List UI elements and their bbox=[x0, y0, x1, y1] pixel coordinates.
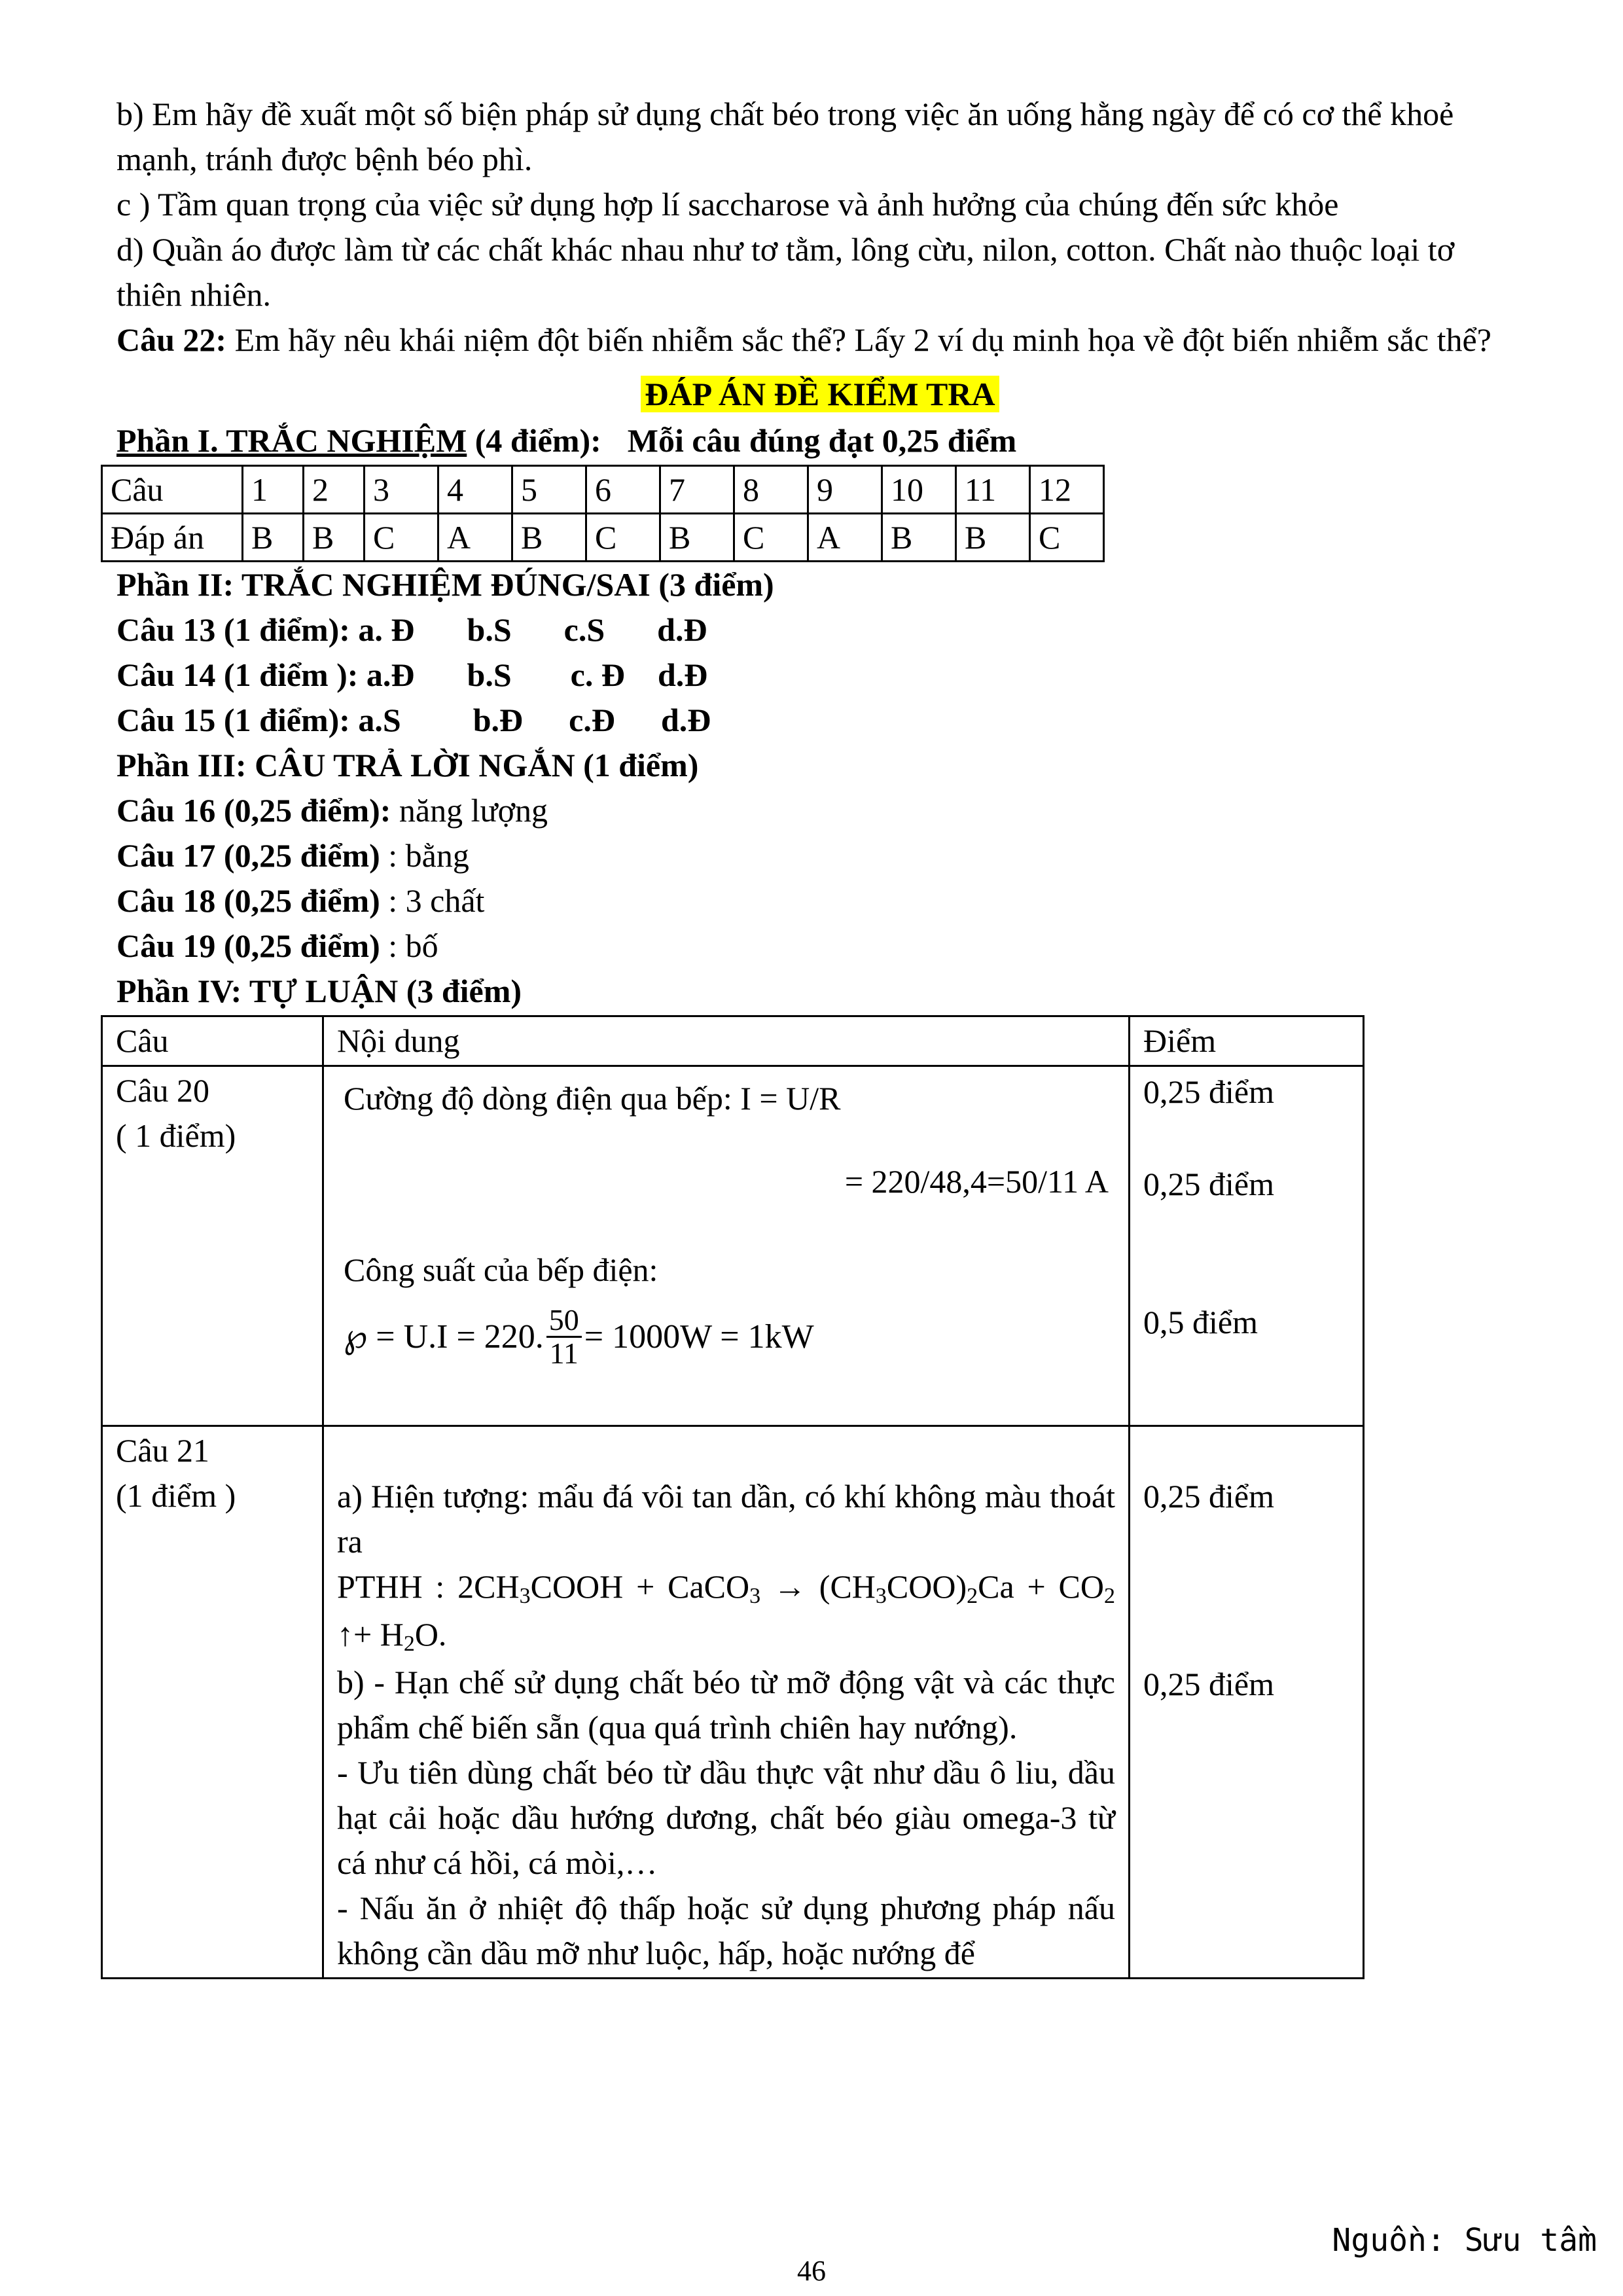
mcq-answer: A bbox=[438, 514, 512, 562]
q20-power-label: Công suất của bếp điện: bbox=[344, 1251, 658, 1288]
q20-score: 0,25 điểm bbox=[1143, 1073, 1274, 1110]
mcq-number: 8 bbox=[734, 466, 808, 514]
q20-current-formula: Cường độ dòng điện qua bếp: I = U/R bbox=[344, 1080, 841, 1117]
tf-b: b.Đ bbox=[473, 702, 524, 738]
essay-row-q21 bbox=[102, 1426, 1364, 1979]
short-answer-label: Câu 18 (0,25 điểm) bbox=[116, 882, 380, 919]
short-answer-value: : bố bbox=[380, 927, 438, 964]
question-22 bbox=[116, 317, 1524, 363]
part1-note: Mỗi câu đúng đạt 0,25 điểm bbox=[627, 422, 1017, 459]
mcq-number-row bbox=[102, 466, 1104, 514]
formula-right: = 1000W = 1kW bbox=[584, 1318, 814, 1355]
q21-content-cell bbox=[323, 1426, 1130, 1979]
part2-row bbox=[116, 607, 1524, 653]
essay-header-cau: Câu bbox=[102, 1016, 323, 1066]
short-answer-label: Câu 19 (0,25 điểm) bbox=[116, 927, 380, 964]
q20-power-formula bbox=[344, 1304, 1109, 1370]
mcq-number: 6 bbox=[586, 466, 660, 514]
mcq-number: 11 bbox=[956, 466, 1030, 514]
short-answer-value: năng lượng bbox=[391, 792, 548, 829]
mcq-number: 3 bbox=[365, 466, 438, 514]
mcq-answer: C bbox=[1030, 514, 1104, 562]
short-answer-value: : 3 chất bbox=[380, 882, 485, 919]
mcq-row-label: Câu bbox=[102, 466, 243, 514]
tf-c: c. Đ bbox=[570, 656, 625, 693]
answer-key-title: ĐÁP ÁN ĐỀ KIỂM TRA bbox=[641, 376, 999, 412]
mcq-number: 9 bbox=[808, 466, 882, 514]
answer-key-title-wrap bbox=[116, 372, 1524, 417]
q21-score-cell bbox=[1130, 1426, 1364, 1979]
mcq-answer: B bbox=[304, 514, 365, 562]
part1-points: (4 điểm): bbox=[467, 422, 601, 459]
part1-heading: Phần I. TRẮC NGHIỆM bbox=[116, 422, 467, 459]
question-21b: b) Em hãy đề xuất một số biện pháp sử dụng chất béo trong việc ăn uống hằng ngày để có cơ thể khoẻ mạnh, tránh được bệnh béo phì. bbox=[116, 96, 1454, 177]
mcq-answer: B bbox=[956, 514, 1030, 562]
q21-score: 0,25 điểm bbox=[1143, 1666, 1274, 1702]
mcq-number: 5 bbox=[512, 466, 586, 514]
q21a-text: a) Hiện tượng: mẩu đá vôi tan dần, có khí không màu thoát ra bbox=[337, 1478, 1115, 1560]
essay-header-row bbox=[102, 1016, 1364, 1066]
page-number: 46 bbox=[797, 2255, 826, 2287]
q21-label: Câu 21 bbox=[116, 1432, 210, 1469]
essay-header-diem: Điểm bbox=[1130, 1016, 1364, 1066]
tf-label: Câu 15 (1 điểm): a.S bbox=[116, 702, 401, 738]
tf-d: d.Đ bbox=[657, 656, 708, 693]
tf-label: Câu 13 (1 điểm): a. Đ bbox=[116, 611, 415, 648]
short-answer-label: Câu 16 (0,25 điểm): bbox=[116, 792, 391, 829]
mcq-answer: A bbox=[808, 514, 882, 562]
tf-b: b.S bbox=[467, 611, 512, 648]
tf-c: c.S bbox=[563, 611, 605, 648]
formula-left: ℘ = U.I = 220. bbox=[344, 1318, 544, 1355]
mcq-number: 4 bbox=[438, 466, 512, 514]
q21-label-cell bbox=[102, 1426, 323, 1979]
short-answer-value: : bằng bbox=[380, 837, 469, 874]
q21b-text3: - Nấu ăn ở nhiệt độ thấp hoặc sử dụng phương pháp nấu không cần dầu mỡ như luộc, hấp, hoặc nướng để bbox=[337, 1889, 1115, 1971]
question-21c: c ) Tầm quan trọng của việc sử dụng hợp lí saccharose và ảnh hưởng của chúng đến sức khỏe bbox=[116, 186, 1339, 223]
essay-header-noi-dung: Nội dung bbox=[323, 1016, 1130, 1066]
mcq-number: 7 bbox=[660, 466, 734, 514]
short-answer-label: Câu 17 (0,25 điểm) bbox=[116, 837, 380, 874]
question-22-text: Em hãy nêu khái niệm đột biến nhiễm sắc thể? Lấy 2 ví dụ minh họa về đột biến nhiễm sắc thể? bbox=[226, 321, 1491, 358]
q20-score: 0,25 điểm bbox=[1143, 1166, 1274, 1202]
mcq-answer-table bbox=[101, 465, 1105, 562]
part2-row bbox=[116, 653, 1524, 698]
essay-row-q20 bbox=[102, 1066, 1364, 1426]
q20-label-cell bbox=[102, 1066, 323, 1426]
part3-row bbox=[116, 878, 1524, 924]
fraction-numerator: 50 bbox=[546, 1304, 582, 1338]
part1-heading-line bbox=[116, 418, 1524, 463]
mcq-number: 10 bbox=[882, 466, 956, 514]
footer-source: Nguồn: Sưu tầm bbox=[1332, 2222, 1597, 2259]
essay-answer-table bbox=[101, 1015, 1364, 1979]
q21a-equation: PTHH : $2CH_3COOH$ + CaCO$_3$ → $(CH_3COO)_2Ca + CO_2$ ↑+ $H_2O$. bbox=[337, 1568, 1116, 1656]
part3-row bbox=[116, 833, 1524, 878]
tf-b: b.S bbox=[467, 656, 512, 693]
mcq-answer: C bbox=[734, 514, 808, 562]
mcq-answer: C bbox=[365, 514, 438, 562]
mcq-number: 12 bbox=[1030, 466, 1104, 514]
question-21d: d) Quần áo được làm từ các chất khác nhau như tơ tằm, lông cừu, nilon, cotton. Chất nào thuộc loại tơ thiên nhiên. bbox=[116, 231, 1455, 313]
mcq-number: 1 bbox=[243, 466, 304, 514]
part3-heading: Phần III: CÂU TRẢ LỜI NGẮN (1 điểm) bbox=[116, 747, 699, 783]
tf-d: d.Đ bbox=[657, 611, 707, 648]
mcq-answer: B bbox=[512, 514, 586, 562]
part3-row bbox=[116, 924, 1524, 969]
mcq-answer: B bbox=[882, 514, 956, 562]
formula-fraction bbox=[546, 1304, 582, 1370]
q21-points: (1 điểm ) bbox=[116, 1477, 236, 1514]
mcq-answer: C bbox=[586, 514, 660, 562]
q20-label: Câu 20 bbox=[116, 1072, 210, 1109]
mcq-answer-row bbox=[102, 514, 1104, 562]
q21-score: 0,25 điểm bbox=[1143, 1478, 1274, 1515]
document-page bbox=[111, 92, 1524, 1979]
part2-heading: Phần II: TRẮC NGHIỆM ĐÚNG/SAI (3 điểm) bbox=[116, 566, 774, 603]
tf-c: c.Đ bbox=[569, 702, 615, 738]
part3-row bbox=[116, 788, 1524, 833]
q20-content-cell bbox=[323, 1066, 1130, 1426]
q20-score-cell bbox=[1130, 1066, 1364, 1426]
question-22-label: Câu 22: bbox=[116, 321, 227, 358]
q20-current-value: = 220/48,4=50/11 A bbox=[844, 1163, 1109, 1200]
mcq-answer: B bbox=[243, 514, 304, 562]
q20-score: 0,5 điểm bbox=[1143, 1304, 1258, 1340]
part2-row bbox=[116, 698, 1524, 743]
mcq-row-label: Đáp án bbox=[102, 514, 243, 562]
q20-points: ( 1 điểm) bbox=[116, 1117, 236, 1154]
tf-d: d.Đ bbox=[660, 702, 711, 738]
part4-heading: Phần IV: TỰ LUẬN (3 điểm) bbox=[116, 973, 522, 1009]
fraction-denominator: 11 bbox=[549, 1336, 579, 1371]
tf-label: Câu 14 (1 điểm ): a.Đ bbox=[116, 656, 415, 693]
mcq-answer: B bbox=[660, 514, 734, 562]
q21b-text2: - Ưu tiên dùng chất béo từ dầu thực vật như dầu ô liu, dầu hạt cải hoặc dầu hướng dương, chất béo giàu omega-3 từ cá như cá hồi, cá mòi,… bbox=[337, 1753, 1115, 1881]
q21b-text: b) - Hạn chế sử dụng chất béo từ mỡ động vật và các thực phẩm chế biến sẵn (qua quá trình chiên hay nướng). bbox=[337, 1663, 1115, 1746]
mcq-number: 2 bbox=[304, 466, 365, 514]
